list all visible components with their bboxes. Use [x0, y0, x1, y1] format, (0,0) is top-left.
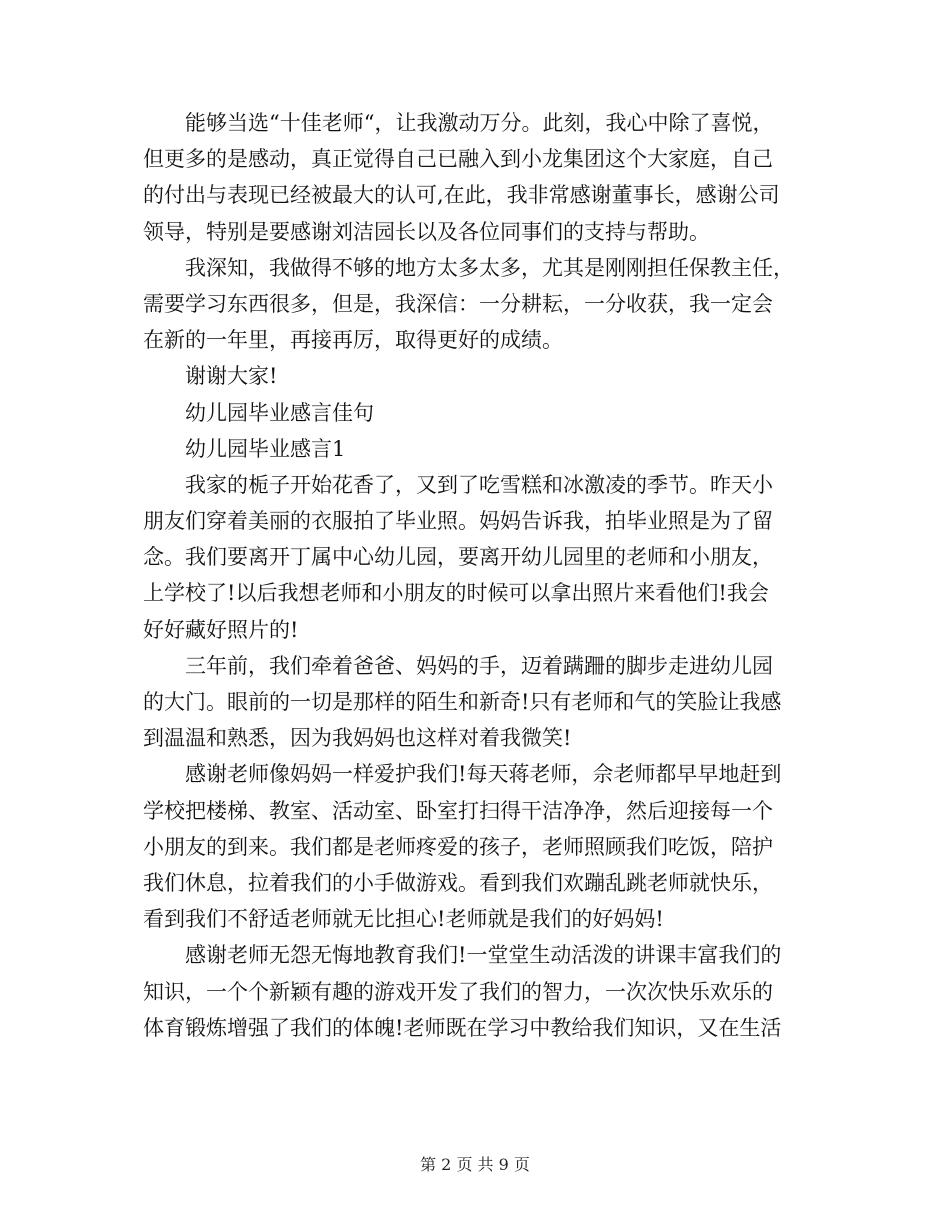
text-line: 朋友们穿着美丽的衣服拍了毕业照。妈妈告诉我，拍毕业照是为了留 — [143, 509, 773, 534]
text-line: 知识，一个个新颖有趣的游戏开发了我们的智力，一次次快乐欢乐的 — [143, 979, 773, 1004]
text-line: 需要学习东西很多，但是，我深信：一分耕耘，一分收获，我一定会 — [143, 291, 773, 316]
text-line: 体育锻炼增强了我们的体魄!老师既在学习中教给我们知识，又在生活 — [143, 1015, 782, 1040]
text-line: 上学校了!以后我想老师和小朋友的时候可以拿出照片来看他们!我会 — [143, 581, 769, 606]
text-line: 感谢老师无怨无悔地教育我们!一堂堂生动活泼的讲课丰富我们的 — [143, 943, 782, 968]
text-line: 学校把楼梯、教室、活动室、卧室打扫得干洁净净，然后迎接每一个 — [143, 798, 773, 823]
text-line: 看到我们不舒适老师就无比担心!老师就是我们的好妈妈! — [143, 907, 664, 932]
text-line: 感谢老师像妈妈一样爱护我们!每天蒋老师，佘老师都早早地赶到 — [143, 762, 782, 787]
text-line: 但更多的是感动，真正觉得自己已融入到小龙集团这个大家庭，自己 — [143, 147, 773, 172]
section-subheading: 幼儿园毕业感言1 — [143, 436, 346, 461]
text-line: 好好藏好照片的! — [143, 617, 299, 642]
text-line: 我们休息，拉着我们的小手做游戏。看到我们欢蹦乱跳老师就快乐， — [143, 870, 773, 895]
text-line: 在新的一年里，再接再厉，取得更好的成绩。 — [143, 328, 563, 353]
text-line: 谢谢大家! — [143, 364, 278, 389]
page-number-footer: 第 2 页 共 9 页 — [420, 1155, 530, 1174]
body-text — [143, 105, 808, 1046]
text-line: 小朋友的到来。我们都是老师疼爱的孩子，老师照顾我们吃饭，陪护 — [143, 834, 773, 859]
text-line: 的付出与表现已经被最大的认可,在此，我非常感谢董事长，感谢公司 — [143, 183, 780, 208]
text-line: 到温温和熟悉，因为我妈妈也这样对着我微笑! — [143, 726, 572, 751]
text-line: 领导，特别是要感谢刘洁园长以及各位同事们的支持与帮助。 — [143, 219, 710, 244]
section-heading: 幼儿园毕业感言佳句 — [143, 400, 374, 425]
text-line: 能够当选“十佳老师“，让我激动万分。此刻，我心中除了喜悦， — [143, 111, 774, 135]
text-line: 我家的栀子开始花香了，又到了吃雪糕和冰激凌的季节。昨天小 — [143, 472, 773, 497]
text-line: 念。我们要离开丁属中心幼儿园，要离开幼儿园里的老师和小朋友， — [143, 545, 773, 570]
text-line: 三年前，我们牵着爸爸、妈妈的手，迈着蹒跚的脚步走进幼儿园 — [143, 653, 773, 678]
text-line: 我深知，我做得不够的地方太多太多，尤其是刚刚担任保教主任， — [143, 255, 794, 280]
text-line: 的大门。眼前的一切是那样的陌生和新奇!只有老师和气的笑脸让我感 — [143, 690, 782, 714]
